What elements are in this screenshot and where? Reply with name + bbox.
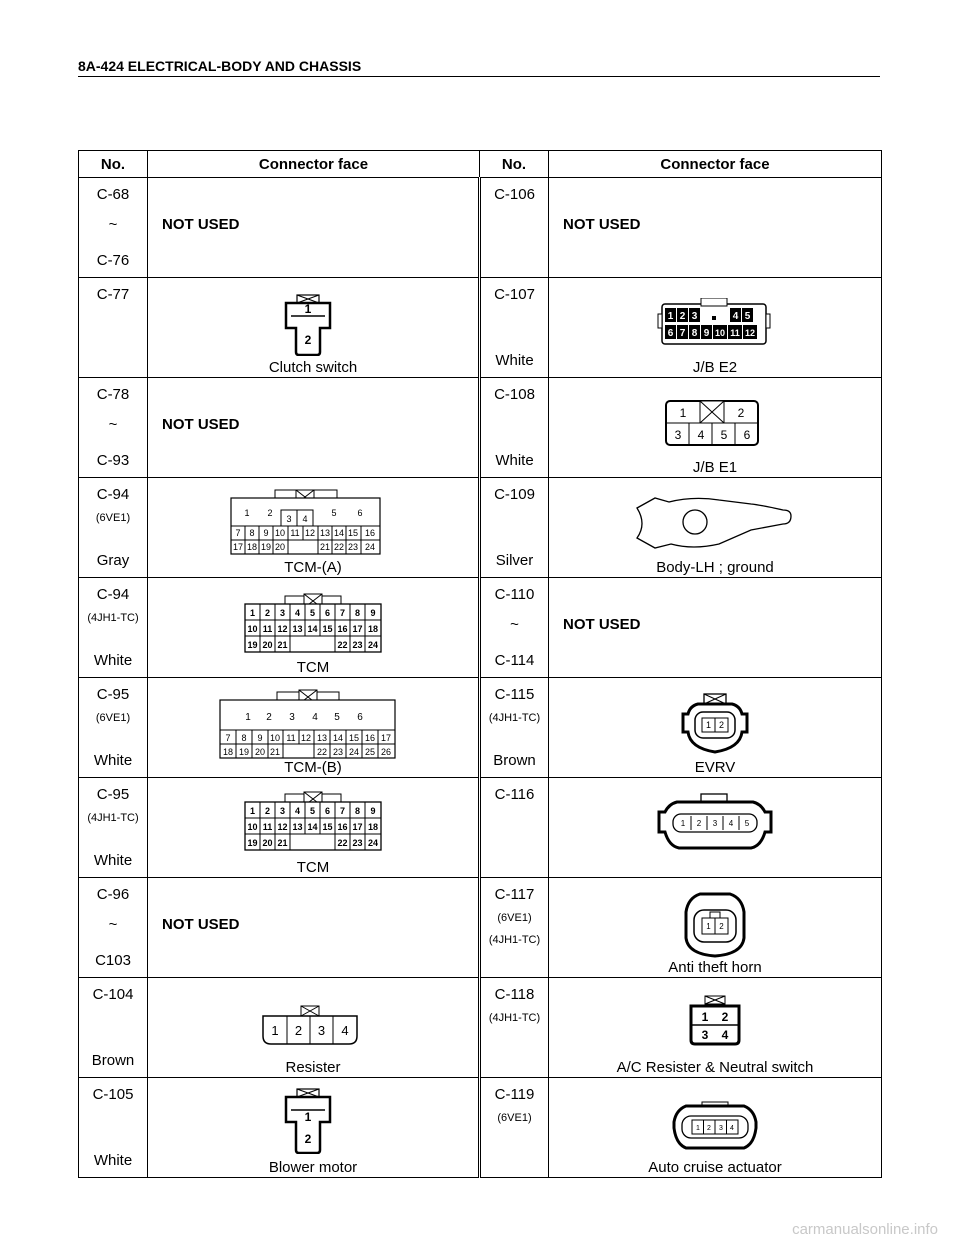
face-cell: [148, 778, 480, 878]
pin-label: 19: [238, 747, 250, 757]
pin-label: 9: [263, 528, 269, 538]
connector-tcm-diagram: [243, 592, 383, 654]
connector-c105-diagram: [283, 1088, 333, 1154]
table-row: [79, 378, 882, 478]
pin-label: 15: [322, 624, 333, 634]
no-mid2: (4JH1-TC): [488, 934, 541, 946]
pin-label: 12: [300, 733, 312, 743]
pin-label: 21: [269, 747, 281, 757]
no-mid: (6VE1): [497, 1112, 532, 1124]
connector-c116-diagram: [655, 790, 775, 852]
no-top: C-110: [494, 586, 535, 603]
pin-label: 16: [337, 624, 348, 634]
pin-label: 1: [304, 302, 312, 316]
pin-label: 4: [302, 514, 308, 524]
pin-label: 6: [357, 508, 363, 518]
face-cell: [549, 478, 882, 578]
face-cell: [549, 878, 882, 978]
no-bot: Brown: [493, 752, 536, 769]
pin-label: 10: [274, 528, 286, 538]
connector-caption: TCM: [296, 659, 330, 676]
connector-caption: TCM-(B): [284, 759, 342, 776]
connector-c77-diagram: [283, 294, 333, 356]
pin-label: 13: [292, 822, 303, 832]
pin-label: 1: [249, 608, 256, 618]
no-cell: [79, 1078, 148, 1178]
no-mid: ~: [108, 416, 118, 433]
no-cell: [480, 278, 549, 378]
pin-label: 6: [324, 806, 331, 816]
no-mid: ~: [108, 916, 118, 933]
connector-caption: J/B E2: [692, 359, 738, 376]
connector-c95b-diagram: [219, 688, 397, 760]
col-header-face-left: Connector face: [148, 151, 480, 178]
pin-label: 4: [697, 428, 705, 442]
not-used-label: NOT USED: [162, 416, 240, 433]
pin-label: 25: [364, 747, 376, 757]
connector-caption: Resister: [285, 1059, 341, 1076]
no-bot: White: [495, 452, 534, 469]
face-cell: [148, 878, 480, 978]
no-top: C-106: [494, 186, 535, 203]
pin-label: 2: [718, 720, 725, 730]
face-cell: [148, 378, 480, 478]
connector-caption: Auto cruise actuator: [648, 1159, 782, 1176]
no-bot: C-93: [96, 452, 130, 469]
no-mid: (4JH1-TC): [488, 712, 541, 724]
pin-label: 22: [316, 747, 328, 757]
connector-caption: Anti theft horn: [668, 959, 762, 976]
pin-label: 19: [260, 542, 272, 552]
no-top: C-108: [494, 386, 535, 403]
no-bot: White: [93, 852, 133, 869]
pin-label: 1: [304, 1110, 312, 1124]
page-header-title: 8A-424 ELECTRICAL-BODY AND CHASSIS: [78, 58, 362, 74]
pin-label: 3: [674, 428, 682, 442]
pin-label: 21: [277, 640, 288, 650]
pin-label: 3: [289, 712, 295, 723]
pin-label: 6: [667, 328, 674, 339]
face-cell: [148, 678, 480, 778]
pin-label: 3: [691, 311, 698, 322]
no-cell: [79, 978, 148, 1078]
no-top: C-107: [494, 286, 535, 303]
connector-caption: A/C Resister & Neutral switch: [616, 1059, 814, 1076]
no-mid: (4JH1-TC): [488, 1012, 541, 1024]
pin-label: 14: [332, 733, 344, 743]
face-cell: [549, 578, 882, 678]
no-top: C-95: [96, 786, 130, 803]
no-mid: (6VE1): [95, 712, 131, 724]
table-row: [79, 1078, 882, 1178]
connector-caption: TCM: [296, 859, 330, 876]
pin-label: 4: [341, 1023, 349, 1038]
pin-label: 4: [728, 819, 734, 828]
pin-label: 2: [696, 819, 702, 828]
connector-caption: EVRV: [694, 759, 736, 776]
pin-label: 5: [744, 311, 751, 322]
pin-label: 5: [744, 819, 750, 828]
no-top: C-115: [494, 686, 535, 703]
pin-label: 22: [337, 640, 348, 650]
no-cell: [480, 378, 549, 478]
no-cell: [480, 978, 549, 1078]
no-top: C-77: [96, 286, 130, 303]
pin-label: 1: [245, 712, 251, 723]
connector-caption: TCM-(A): [284, 559, 342, 576]
pin-label: 18: [367, 624, 379, 634]
pin-label: 17: [352, 822, 363, 832]
pin-label: 1: [705, 720, 712, 730]
connector-tcm-diagram: [243, 790, 383, 852]
pin-label: 21: [277, 838, 288, 848]
no-cell: [480, 178, 549, 278]
pin-label: 23: [352, 838, 363, 848]
col-header-no-left: No.: [79, 151, 148, 178]
no-top: C-109: [494, 486, 535, 503]
pin-label: 7: [225, 733, 231, 743]
connector-c115-diagram: [680, 692, 750, 756]
pin-label: 2: [719, 922, 724, 931]
no-top: C-118: [494, 986, 535, 1003]
pin-label: 3: [719, 1125, 723, 1132]
pin-label: 17: [232, 542, 244, 552]
pin-label: 9: [703, 328, 710, 339]
no-cell: [480, 1078, 549, 1178]
pin-label: 16: [364, 528, 376, 538]
no-cell: [79, 178, 148, 278]
pin-label: 20: [262, 838, 273, 848]
connector-c94a-diagram: [230, 488, 382, 556]
connector-caption: Blower motor: [268, 1159, 358, 1176]
pin-label: 3: [317, 1023, 326, 1038]
no-mid: (4JH1-TC): [87, 612, 139, 624]
table-row: [79, 978, 882, 1078]
connector-caption: Clutch switch: [268, 359, 358, 376]
pin-label: 19: [247, 640, 258, 650]
pin-label: 4: [721, 1028, 729, 1042]
pin-label: 2: [264, 608, 271, 618]
face-cell: [549, 378, 882, 478]
pin-label: 2: [266, 712, 272, 723]
pin-label: 11: [262, 624, 273, 634]
not-used-label: NOT USED: [563, 216, 641, 233]
face-cell: [549, 678, 882, 778]
connector-table: [78, 150, 882, 1178]
table-row: [79, 478, 882, 578]
pin-label: 7: [235, 528, 241, 538]
no-top: C-105: [92, 1086, 134, 1103]
pin-label: 23: [347, 542, 359, 552]
pin-label: 17: [352, 624, 363, 634]
pin-label: 1: [706, 922, 711, 931]
pin-label: 8: [354, 608, 361, 618]
pin-label: 24: [367, 838, 379, 848]
pin-label: 20: [254, 747, 266, 757]
pin-label: 2: [304, 333, 312, 347]
pin-label: 3: [279, 608, 286, 618]
face-cell: [148, 278, 480, 378]
no-bot: White: [93, 1152, 133, 1169]
face-cell: [549, 1078, 882, 1178]
pin-label: 7: [339, 806, 346, 816]
pin-label: 7: [339, 608, 346, 618]
no-bot: C-76: [96, 252, 130, 269]
pin-label: 1: [701, 1010, 709, 1024]
pin-label: 10: [247, 624, 258, 634]
face-cell: [549, 178, 882, 278]
pin-label: 10: [714, 328, 726, 338]
not-used-label: NOT USED: [563, 616, 641, 633]
table-row: [79, 778, 882, 878]
no-bot: Silver: [495, 552, 534, 569]
col-header-no-right: No.: [480, 151, 549, 178]
no-cell: [480, 778, 549, 878]
connector-c117-diagram: [682, 888, 748, 958]
pin-label: 15: [348, 733, 360, 743]
no-top: C-94: [96, 486, 130, 503]
pin-label: 1: [271, 1023, 279, 1038]
pin-label: 8: [691, 328, 698, 339]
pin-label: 24: [348, 747, 360, 757]
pin-label: 1: [249, 806, 256, 816]
pin-label: 13: [316, 733, 328, 743]
no-bot: C103: [95, 952, 131, 969]
table-row: [79, 678, 882, 778]
pin-label: 14: [307, 624, 318, 634]
pin-label: 11: [262, 822, 273, 832]
pin-label: 9: [257, 733, 263, 743]
pin-label: 18: [222, 747, 234, 757]
no-mid: ~: [108, 216, 118, 233]
pin-label: 24: [364, 542, 376, 552]
pin-label: 8: [354, 806, 361, 816]
pin-label: 1: [244, 508, 250, 518]
ground-terminal-icon: [633, 494, 793, 556]
pin-label: 23: [352, 640, 363, 650]
no-bot: Brown: [91, 1052, 135, 1069]
pin-label: 5: [309, 806, 316, 816]
no-bot: White: [93, 752, 133, 769]
no-top: C-95: [96, 686, 130, 703]
no-cell: [79, 578, 148, 678]
pin-label: 6: [743, 428, 751, 442]
no-bot: White: [93, 652, 133, 669]
table-row: [79, 578, 882, 678]
pin-label: 4: [312, 712, 318, 723]
connector-caption: Body-LH ; ground: [656, 559, 774, 576]
no-top: C-68: [96, 186, 130, 203]
not-used-label: NOT USED: [162, 916, 240, 933]
no-top: C-117: [494, 886, 535, 903]
no-top: C-94: [96, 586, 130, 603]
pin-label: 2: [737, 406, 745, 420]
pin-label: 2: [679, 311, 686, 322]
pin-label: 5: [331, 508, 337, 518]
pin-label: 13: [292, 624, 303, 634]
no-cell: [480, 878, 549, 978]
pin-label: 16: [337, 822, 348, 832]
pin-label: 2: [267, 508, 273, 518]
pin-label: 12: [744, 328, 756, 338]
no-bot: White: [495, 352, 534, 369]
pin-label: 11: [290, 528, 300, 538]
no-cell: [480, 678, 549, 778]
pin-label: 3: [286, 514, 292, 524]
no-bot: Gray: [96, 552, 130, 569]
no-cell: [79, 878, 148, 978]
no-top: C-116: [494, 786, 535, 803]
pin-label: 10: [269, 733, 281, 743]
pin-label: 18: [246, 542, 258, 552]
pin-label: 19: [247, 838, 258, 848]
pin-label: 11: [286, 733, 296, 743]
pin-label: 14: [307, 822, 318, 832]
pin-label: 9: [370, 608, 376, 618]
table-row: [79, 278, 882, 378]
pin-label: 1: [696, 1125, 700, 1132]
pin-label: 1: [680, 819, 686, 828]
pin-label: 21: [319, 542, 331, 552]
connector-c104-diagram: [261, 1004, 359, 1048]
no-cell: [79, 778, 148, 878]
connector-c107-diagram: [657, 298, 771, 348]
face-cell: [549, 278, 882, 378]
face-cell: [148, 578, 480, 678]
no-top: C-119: [494, 1086, 535, 1103]
face-cell: [148, 178, 480, 278]
pin-label: 26: [380, 747, 392, 757]
face-cell: [549, 778, 882, 878]
pin-label: 3: [712, 819, 718, 828]
no-mid: ~: [510, 616, 519, 633]
pin-label: 5: [309, 608, 316, 618]
pin-label: 2: [294, 1023, 303, 1038]
pin-label: 1: [667, 311, 674, 322]
col-header-face-right: Connector face: [549, 151, 882, 178]
pin-label: 15: [322, 822, 333, 832]
no-cell: [79, 478, 148, 578]
pin-label: 6: [324, 608, 331, 618]
pin-label: 5: [720, 428, 728, 442]
connector-c118-diagram: [689, 994, 741, 1046]
pin-label: 24: [367, 640, 379, 650]
pin-label: 2: [707, 1125, 711, 1132]
pin-label: 11: [730, 328, 740, 338]
pin-label: 10: [247, 822, 258, 832]
pin-label: 2: [264, 806, 271, 816]
no-top: C-78: [96, 386, 130, 403]
no-bot: C-114: [494, 652, 535, 669]
pin-label: 23: [332, 747, 344, 757]
no-top: C-96: [96, 886, 130, 903]
pin-label: 14: [333, 528, 345, 538]
table-row: [79, 178, 882, 278]
pin-label: 18: [367, 822, 379, 832]
pin-label: 12: [277, 624, 288, 634]
no-cell: [79, 378, 148, 478]
pin-label: 5: [334, 712, 340, 723]
face-cell: [148, 1078, 480, 1178]
pin-label: 3: [701, 1028, 709, 1042]
pin-label: 7: [679, 328, 686, 339]
page-header: [78, 56, 880, 77]
pin-label: 4: [294, 806, 301, 816]
table-header-row: [79, 151, 882, 178]
pin-label: 4: [730, 1125, 734, 1132]
pin-label: 20: [274, 542, 286, 552]
pin-label: 4: [294, 608, 301, 618]
not-used-label: NOT USED: [162, 216, 240, 233]
pin-label: 3: [279, 806, 286, 816]
face-cell: [148, 978, 480, 1078]
pin-label: 12: [277, 822, 288, 832]
no-cell: [79, 678, 148, 778]
pin-label: 22: [333, 542, 345, 552]
face-cell: [549, 978, 882, 1078]
pin-label: 2: [304, 1132, 312, 1146]
no-cell: [79, 278, 148, 378]
no-mid: (6VE1): [95, 512, 131, 524]
pin-label: 8: [249, 528, 255, 538]
pin-label: 13: [319, 528, 331, 538]
pin-label: 12: [304, 528, 316, 538]
connector-c119-diagram: [670, 1096, 760, 1152]
pin-label: 16: [364, 733, 376, 743]
no-cell: [480, 578, 549, 678]
watermark: carmanualsonline.info: [792, 1221, 938, 1238]
pin-label: 8: [241, 733, 247, 743]
no-mid: (4JH1-TC): [87, 812, 139, 824]
pin-label: 15: [347, 528, 359, 538]
pin-label: 1: [679, 406, 687, 420]
no-mid: (6VE1): [497, 912, 532, 924]
no-top: C-104: [92, 986, 134, 1003]
no-cell: [480, 478, 549, 578]
pin-label: 20: [262, 640, 273, 650]
pin-label: 22: [337, 838, 348, 848]
pin-label: 2: [721, 1010, 729, 1024]
connector-caption: J/B E1: [692, 459, 738, 476]
pin-label: 9: [370, 806, 376, 816]
pin-label: 17: [380, 733, 392, 743]
connector-c108-diagram: [664, 399, 760, 449]
pin-label: 4: [732, 311, 739, 322]
pin-label: 6: [357, 712, 363, 723]
face-cell: [148, 478, 480, 578]
table-row: [79, 878, 882, 978]
